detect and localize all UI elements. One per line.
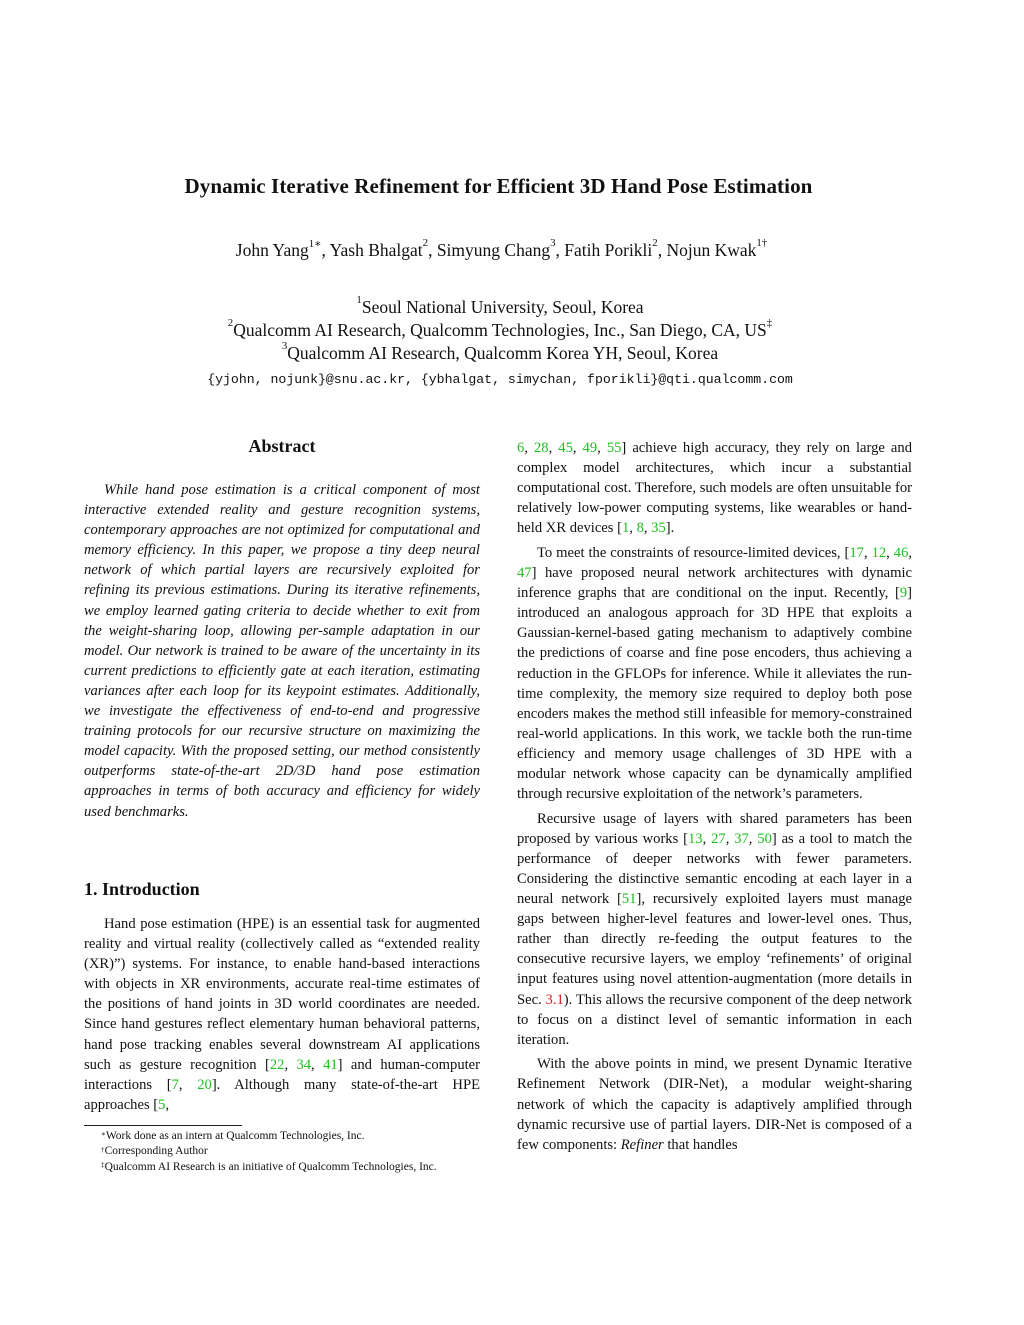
citation-link[interactable]: 41	[323, 1056, 338, 1073]
citation-link[interactable]: 13	[688, 830, 703, 847]
citation-link[interactable]: 6	[517, 440, 525, 456]
author-sup: 2	[652, 237, 658, 250]
section-ref-link[interactable]: 3.1	[545, 991, 564, 1008]
citation-link[interactable]: 49	[582, 440, 598, 456]
intro-column-left	[84, 914, 480, 1119]
intro-paragraph-3: Recursive usage of layers with shared parameters has been proposed by various works [13, 27, 37, 50] as a tool to match the performance of deeper networks with fewer parameters. Considering the distinctive semantic encoding at each layer in a neural network [51], recursively exploited layers must manage gaps between higher-level features and lower-level ones. Thus, rather than directly re-feeding the output features to the consecutive recursive layers, we employ ‘refinements’ of original input features using novel attention-augmentation (more details in Sec. 3.1). This allows the recursive component of the deep network to focus on a distinct level of semantic information in each iteration.	[517, 810, 913, 1048]
author-name: Nojun Kwak	[666, 240, 757, 260]
author-sup: 1†	[756, 237, 768, 250]
paper-title: Dynamic Iterative Refinement for Efficient 3D Hand Pose Estimation	[184, 174, 813, 198]
affiliation	[0, 340, 1000, 364]
affiliation-sup: 1	[356, 294, 362, 307]
footnote-text: Corresponding Author	[104, 1145, 208, 1158]
citation-link[interactable]: 27	[711, 830, 726, 847]
author-sup: 3	[550, 237, 556, 250]
author-sup: 2	[422, 237, 429, 250]
citation-link[interactable]: 37	[734, 830, 749, 847]
affiliation-trail: ‡	[766, 317, 773, 330]
author-sup: 1∗	[308, 238, 322, 251]
affiliation	[0, 294, 1000, 318]
affiliation	[0, 317, 1000, 341]
footnote-item	[84, 1160, 480, 1175]
intro-paragraph-1-part-a: Hand pose estimation (HPE) is an essential task for augmented reality and virtual reality (collectively called as “extended reality (XR)”) systems. For instance, to enable hand-based interactions with objects in XR environments, accurate real-time estimates of the positions of hand joints in 3D world coordinates are needed. Since hand gestures reflect elementary human behavioral patterns, hand pose tracking enables several downstream AI applications such as gesture recognition [22, 34, 41] and human-computer interactions [7, 20]. Although many state-of-the-art HPE approaches [5,	[84, 916, 481, 1113]
affiliation-text: Qualcomm AI Research, Qualcomm Technologies, Inc., San Diego, CA, US	[233, 320, 767, 340]
footnote-symbol: †	[101, 1145, 105, 1154]
author-name: Fatih Porikli	[564, 240, 653, 260]
intro-paragraph-1-part-b: 6, 28, 45, 49, 55] achieve high accuracy, they rely on large and complex model architectures, which incur a substantial computational cost. Therefore, such models are often unsuitable for relatively low-power computing systems, like wearables or hand-held XR devices [1, 8, 35].	[517, 440, 912, 537]
citation-link[interactable]: 45	[558, 440, 573, 456]
affiliation-sup: 2	[227, 317, 234, 330]
intro-paragraph-4: With the above points in mind, we present Dynamic Iterative Refinement Network (DIR-Net), a modular weight-sharing network of which the capacity is adaptively amplified through dynamic recursive use of partial layers. DIR-Net is composed of a few components: Refiner that handles	[517, 1056, 912, 1153]
author-name: Yash Bhalgat	[329, 240, 423, 260]
affiliation-text: Qualcomm AI Research, Qualcomm Korea YH, Seoul, Korea	[287, 343, 719, 363]
footnote-item	[84, 1129, 480, 1144]
citation-link[interactable]: 51	[621, 891, 637, 908]
citation-link[interactable]: 22	[269, 1056, 285, 1073]
citation-link[interactable]: 17	[849, 544, 864, 561]
citation-link[interactable]: 9	[899, 585, 908, 602]
citation-link[interactable]: 46	[893, 544, 909, 561]
affiliation-sup: 3	[281, 340, 288, 353]
affiliation-text: Seoul National University, Seoul, Korea	[361, 297, 644, 317]
footnotes	[84, 1129, 480, 1175]
citation-link[interactable]: 47	[517, 565, 532, 582]
intro-column-right	[517, 438, 912, 1159]
footnote-text: Work done as an intern at Qualcomm Technologies, Inc.	[105, 1130, 365, 1142]
citation-link[interactable]: 50	[757, 830, 772, 847]
author-name: John Yang	[235, 240, 309, 260]
citation-link[interactable]: 8	[636, 520, 644, 537]
footnote-text: Qualcomm AI Research is an initiative of Qualcomm Technologies, Inc.	[104, 1160, 437, 1173]
emphasis-term: Refiner	[620, 1136, 664, 1153]
citation-link[interactable]: 28	[533, 440, 549, 456]
citation-link[interactable]: 5	[158, 1096, 166, 1113]
footnote-symbol: ∗	[101, 1130, 106, 1139]
footnote-rule	[84, 1125, 242, 1126]
citation-link[interactable]: 1	[621, 520, 630, 537]
citation-link[interactable]: 55	[606, 440, 622, 456]
author-emails: {yjohn, nojunk}@snu.ac.kr, {ybhalgat, simychan, fporikli}@qti.qualcomm.com	[207, 372, 793, 387]
citation-link[interactable]: 35	[651, 520, 666, 537]
citation-link[interactable]: 12	[871, 544, 887, 561]
citation-link[interactable]: 20	[197, 1076, 212, 1093]
footnote-item	[84, 1144, 480, 1159]
citation-link[interactable]: 7	[171, 1076, 179, 1093]
abstract-heading: Abstract	[248, 436, 316, 456]
section-heading-introduction: 1. Introduction	[84, 879, 200, 899]
citation-link[interactable]: 34	[296, 1056, 312, 1073]
author-list: John Yang$^{1∗}$, Yash Bhalgat$^2$, Simyung Chang$^3$, Fatih Porikli$^2$, Nojun Kwak$^{1\dagger}$	[235, 237, 768, 260]
footnote-symbol: ‡	[101, 1160, 105, 1169]
author-name: Simyung Chang	[436, 240, 551, 260]
abstract-body: While hand pose estimation is a critical component of most interactive extended reality and gesture recognition systems, contemporary approaches are not optimized for computational and memory efficiency. In this paper, we propose a tiny deep neural network of which partial layers are recursively exploited for refining its previous estimations. During its iterative refinements, we employ learned gating criteria to decide whether to exit from the weight-sharing loop, allowing per-sample adaptation in our model. Our network is trained to be aware of the uncertainty in its current predictions to efficiently gate at each iteration, estimating variances after each loop for its keypoint estimates. Additionally, we investigate the effectiveness of end-to-end and progressive training protocols for our recursive structure on maximizing the model capacity. With the proposed setting, our method consistently outperforms state-of-the-art 2D/3D hand pose estimation approaches in terms of both accuracy and efficiency for widely used benchmarks.	[84, 482, 480, 820]
intro-paragraph-2: To meet the constraints of resource-limited devices, [17, 12, 46, 47] have proposed neural network architectures with dynamic inference graphs that are conditional on the input. Recently, [9] introduced an analogous approach for 3D HPE that exploits a Gaussian-kernel-based gating mechanism to adaptively combine the predictions of coarse and fine pose encoders, thus achieving a reduction in the GFLOPs for inference. While it alleviates the run-time complexity, the memory size required to deploy both pose encoders makes the method still infeasible for memory-constrained real-world applications. In this work, we tackle both the run-time efficiency and memory usage challenges of 3D HPE with a modular network whose capacity can be dynamically amplified through recursive exploitation of the network’s parameters.	[517, 544, 913, 803]
